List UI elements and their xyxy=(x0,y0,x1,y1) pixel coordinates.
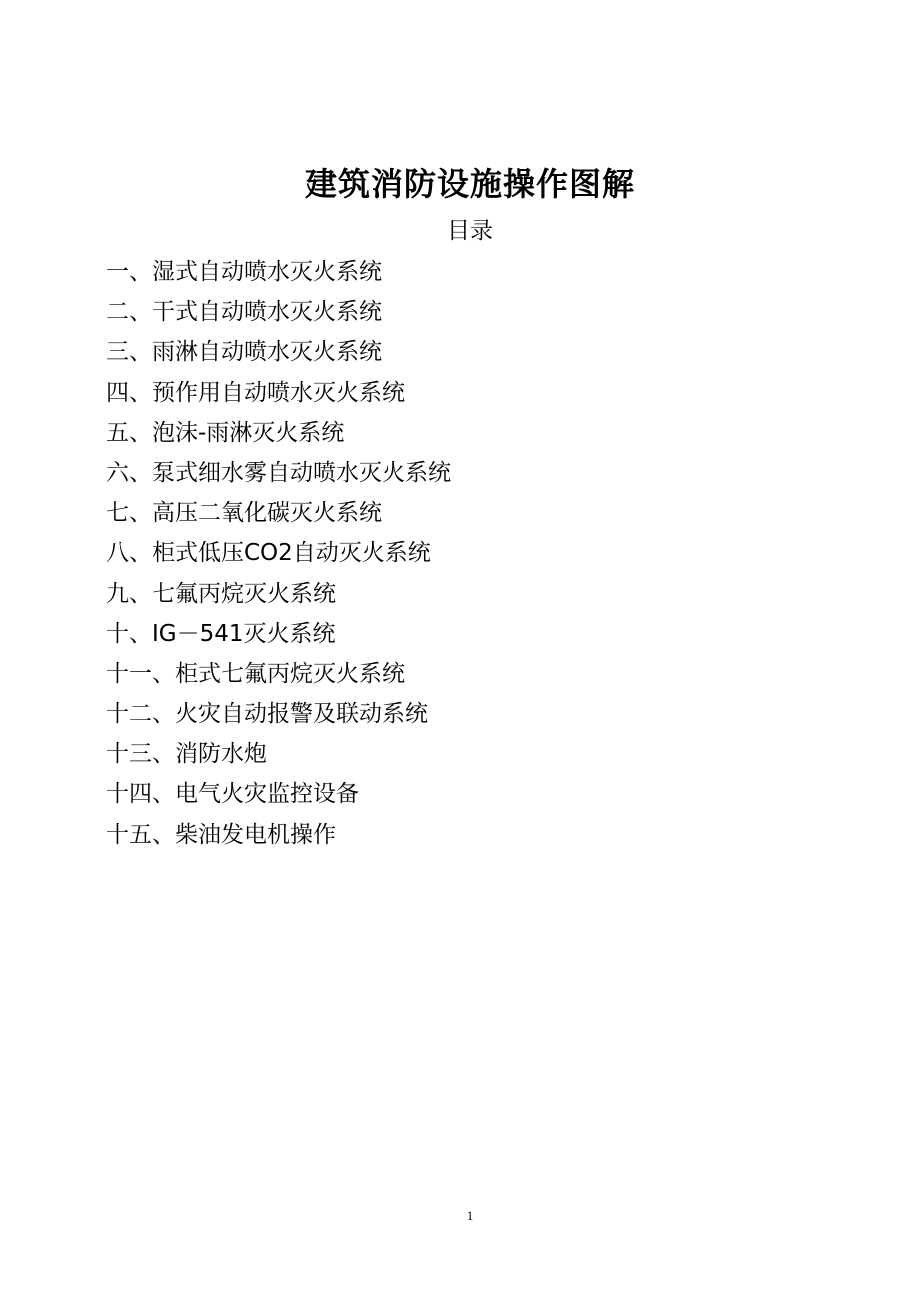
table-of-contents xyxy=(106,252,806,855)
toc-item[interactable]: 十、IG－541灭火系统 xyxy=(106,620,336,647)
toc-item[interactable]: 七、高压二氧化碳灭火系统 xyxy=(106,500,382,527)
toc-item[interactable]: 八、柜式低压CO2自动灭火系统 xyxy=(106,540,431,567)
toc-heading: 目录 xyxy=(447,218,493,244)
toc-item[interactable]: 三、雨淋自动喷水灭火系统 xyxy=(106,339,382,366)
toc-item[interactable]: 十五、柴油发电机操作 xyxy=(106,821,336,848)
toc-item[interactable]: 五、泡沫-雨淋灭火系统 xyxy=(106,419,345,446)
toc-item[interactable]: 一、湿式自动喷水灭火系统 xyxy=(106,259,382,285)
toc-item[interactable]: 六、泵式细水雾自动喷水灭火系统 xyxy=(106,459,451,486)
page-number: 1 xyxy=(466,1208,474,1223)
toc-item[interactable]: 十一、柜式七氟丙烷灭火系统 xyxy=(106,660,405,687)
toc-item[interactable]: 十三、消防水炮 xyxy=(106,741,267,768)
document-title: 建筑消防设施操作图解 xyxy=(304,165,635,203)
toc-item[interactable]: 九、七氟丙烷灭火系统 xyxy=(106,580,336,607)
toc-item[interactable]: 十二、火灾自动报警及联动系统 xyxy=(106,701,428,728)
toc-item[interactable]: 四、预作用自动喷水灭火系统 xyxy=(106,379,405,406)
toc-item[interactable]: 十四、电气火灾监控设备 xyxy=(106,781,359,808)
toc-item[interactable]: 二、干式自动喷水灭火系统 xyxy=(106,299,382,326)
